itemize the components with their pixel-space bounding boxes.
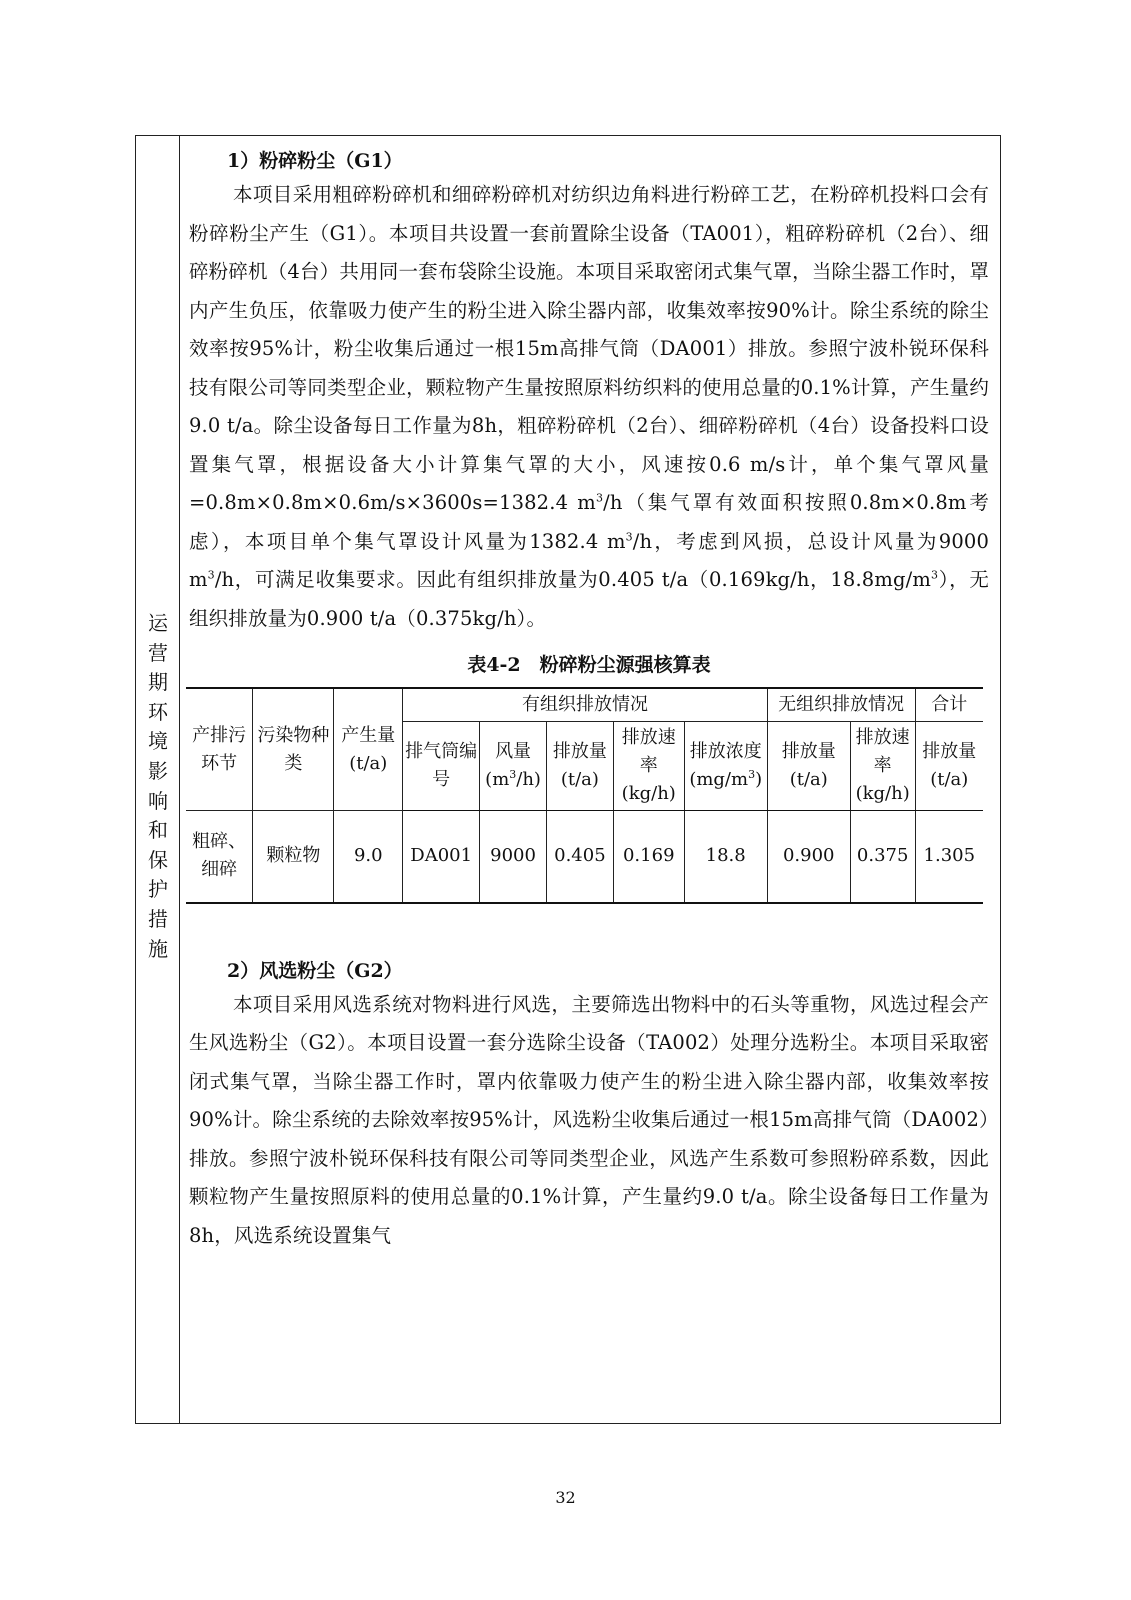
header-u-emission: 排放量 (t/a) [767,722,850,811]
side-char: 期 [148,670,168,695]
table-header-row-1 [186,688,983,722]
side-char: 响 [148,788,168,813]
header-organized: 有组织排放情况 [403,688,768,722]
side-char: 环 [148,699,168,724]
header-concentration: 排放浓度 $(mg/m^3)$ [684,722,767,811]
cell-emission: 0.405 [546,811,613,903]
table-row [186,811,983,903]
cell-u-rate: 0.375 [850,811,915,903]
emission-table [186,687,983,904]
side-char: 措 [148,906,168,931]
page-number: 32 [555,1488,576,1507]
header-stack: 排气筒编号 [403,722,480,811]
header-unorganized: 无组织排放情况 [767,688,915,722]
cell-total: 1.305 [915,811,983,903]
header-emission: 排放量 (t/a) [546,722,613,811]
document-frame [135,135,1001,1424]
spacer [189,904,989,956]
side-char: 护 [148,877,168,902]
side-char: 和 [148,818,168,843]
side-char: 境 [148,729,168,754]
header-u-rate: 排放速率(kg/h) [850,722,915,811]
side-char: 营 [148,640,168,665]
section2-title: 2）风选粉尘（G2） [227,959,403,982]
side-char: 保 [148,847,168,872]
header-total-emission: 排放量 (t/a) [915,722,983,811]
cell-generated: 9.0 [334,811,403,903]
content-area [189,146,989,1255]
section1-title: 1）粉碎粉尘（G1） [227,150,403,172]
header-generated: 产生量(t/a) [334,688,403,811]
cell-stack: DA001 [403,811,480,903]
cell-source: 粗碎、细碎 [186,811,253,903]
header-source: 产排污环节 [186,688,253,811]
side-char: 影 [148,758,168,783]
section2-paragraph: 本项目采用风选系统对物料进行风选，主要筛选出物料中的石头等重物，风选过程会产生风选粉尘（G2）。本项目设置一套分选除尘设备（TA002）处理分选粉尘。本项目采取密闭式集气罩，当除尘器工作时，罩内依靠吸力使产生的粉尘进入除尘器内部，收集效率按90%计。除尘系统的去除效率按95%计，风选粉尘收集后通过一根15m高排气筒（DA002）排放。参照宁波朴锐环保科技有限公司等同类型企业，风选产生系数可参照粉碎系数，因此颗粒物产生量按照原料的使用总量的0.1%计算，产生量约9.0 t/a。除尘设备每日工作量为8h，风选系统设置集气 [189,992,989,1247]
cell-rate: 0.169 [613,811,684,903]
side-label [136,609,180,964]
header-airflow: 风量 $(m^3/h)$ [480,722,547,811]
side-char: 运 [148,611,168,635]
side-char: 施 [148,936,168,961]
side-column [136,136,180,1423]
cell-u-emission: 0.900 [767,811,850,903]
header-total: 合计 [915,688,983,722]
cell-pollutant: 颗粒物 [253,811,334,903]
table-caption: 表4-2 粉碎粉尘源强核算表 [467,654,711,676]
cell-concentration: 18.8 [684,811,767,903]
cell-airflow: 9000 [480,811,547,903]
header-pollutant: 污染物种类 [253,688,334,811]
header-rate: 排放速率(kg/h) [613,722,684,811]
section1-paragraph: 本项目采用粗碎粉碎机和细碎粉碎机对纺织边角料进行粉碎工艺，在粉碎机投料口会有粉碎粉尘产生（G1）。本项目共设置一套前置除尘设备（TA001），粗碎粉碎机（2台）、细碎粉碎机（4台）共用同一套布袋除尘设施。本项目采取密闭式集气罩，当除尘器工作时，罩内产生负压，依靠吸力使产生的粉尘进入除尘器内部，收集效率按90%计。除尘系统的除尘效率按95%计，粉尘收集后通过一根15m高排气筒（DA001）排放。参照宁波朴锐环保科技有限公司等同类型企业，颗粒物产生量按照原料纺织料的使用总量的0.1%计算，产生量约9.0 t/a。除尘设备每日工作量为8h，粗碎粉碎机（2台）、细碎粉碎机（4台）设备投料口设置集气罩，根据设备大小计算集气罩的大小，风速按0.6 m/s计，单个集气罩风量=0.8m×0.8m×0.6m/s×3600s=1382.4 $m^3/h$（集气罩有效面积按照0.8m×0.8m考虑），本项目单个集气罩设计风量为1382.4 $m^3/h$，考虑到风损，总设计风量为9000 $m^3/h$，可满足收集要求。因此有组织排放量为0.405 t/a（0.169kg/h，$18.8mg/m^3$），无组织排放量为0.900 t/a（0.375kg/h）。 [189,183,989,630]
